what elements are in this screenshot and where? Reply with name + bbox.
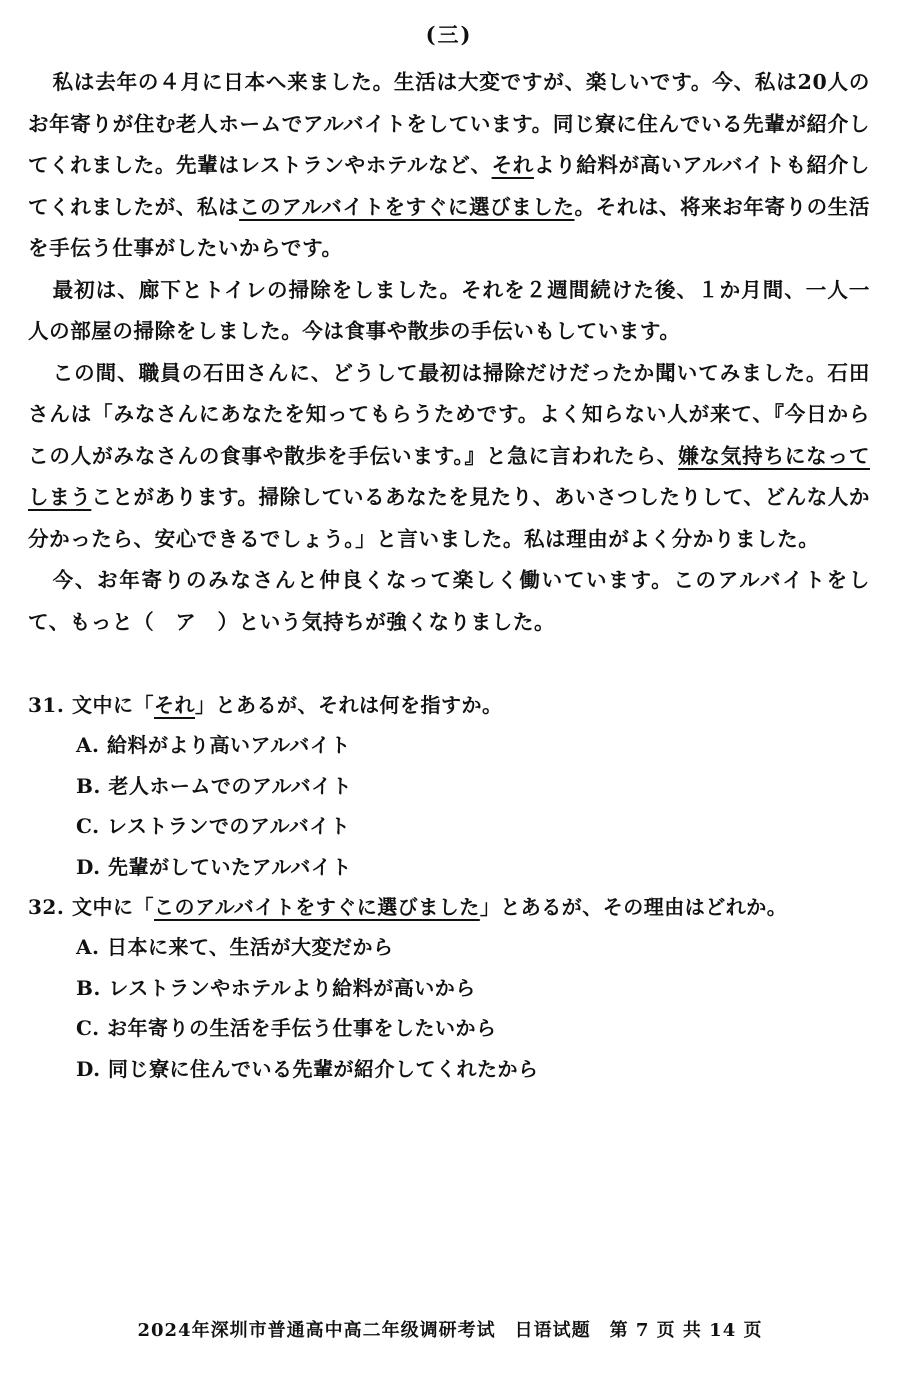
question-list xyxy=(28,685,870,1089)
stem-text-post: 」とあるが、それは何を指すか。 xyxy=(195,693,503,717)
stem-text-post: 」とあるが、その理由はどれか。 xyxy=(479,895,788,919)
passage-paragraph-2: 最初は、廊下とトイレの掃除をしました。それを２週間続けた後、１か月間、一人一人の部屋の掃除をしました。今は食事や散歩の手伝いもしています。 xyxy=(28,277,870,343)
question-stem xyxy=(28,887,870,927)
option-a: A. 日本に来て、生活が大変だから xyxy=(76,935,394,959)
option-b: B. 老人ホームでのアルバイト xyxy=(76,773,353,798)
option-b: B. レストランやホテルより給料が高いから xyxy=(76,975,476,1000)
p1-text-1: 私は去年の４月に日本へ来ました。生活は大変ですが、楽しいです。今、私は20人のお年寄りが住む老人ホームでアルバイトをしています。同じ寮に住んでいる先輩が紹介してくれました。先輩はレストランやホテルなど、 xyxy=(28,70,870,177)
page-footer: 2024年深圳市普通高中高二年级调研考试 日语试题 第 7 页 共 14 页 xyxy=(137,1320,763,1341)
p1-text-3: 。それは、将来お年寄りの生活を手伝う仕事がしたいからです。 xyxy=(28,194,870,260)
question-number: 31. xyxy=(28,693,65,717)
stem-underlined: このアルバイトをすぐに選びました xyxy=(154,895,480,919)
section-title: (三) xyxy=(425,22,473,47)
p3-text-2: ことがあります。掃除しているあなたを見たり、あいさつしたりして、どんな人か分かったら、安心できるでしょう。」と言いました。私は理由がよく分かりました。 xyxy=(28,485,870,551)
passage-paragraph-1 xyxy=(28,62,870,270)
underlined-phrase-kono-arubaito: このアルバイトをすぐに選びました xyxy=(239,194,575,219)
underlined-phrase-sore: それ xyxy=(491,153,534,177)
answer-options xyxy=(28,725,870,887)
passage-paragraph-4: 今、お年寄りのみなさんと仲良くなって楽しく働いています。このアルバイトをして、もっと（ ア ）という気持ちが強くなりました。 xyxy=(28,568,870,634)
p3-text-1: この間、職員の石田さんに、どうして最初は掃除だけだったか聞いてみました。石田さんは「みなさんにあなたを知ってもらうためです。よく知らない人が来て、『今日からこの人がみなさんの食事や散歩を手伝います。』と急に言われたら、 xyxy=(28,360,870,468)
question-number: 32. xyxy=(28,895,65,919)
underlined-phrase-iyana-kimochi: 嫌な気持ちになってしまう xyxy=(28,443,870,509)
reading-passage xyxy=(28,62,870,643)
p1-text-2: より給料が高いアルバイトも紹介してくれましたが、私は xyxy=(28,153,870,219)
option-c: C. レストランでのアルバイト xyxy=(76,814,351,838)
option-c: C. お年寄りの生活を手伝う仕事をしたいから xyxy=(76,1016,497,1040)
option-d: D. 同じ寮に住んでいる先輩が紹介してくれたから xyxy=(76,1056,539,1081)
answer-options xyxy=(28,927,870,1089)
question-stem xyxy=(28,685,870,725)
stem-text-pre: 文中に「 xyxy=(72,693,154,717)
passage-paragraph-3 xyxy=(28,353,870,561)
option-d: D. 先輩がしていたアルバイト xyxy=(76,854,352,879)
stem-underlined: それ xyxy=(154,693,195,717)
stem-text-pre: 文中に「 xyxy=(72,895,154,919)
question-31 xyxy=(28,685,870,887)
option-a: A. 給料がより高いアルバイト xyxy=(76,733,351,757)
question-32 xyxy=(28,887,870,1089)
